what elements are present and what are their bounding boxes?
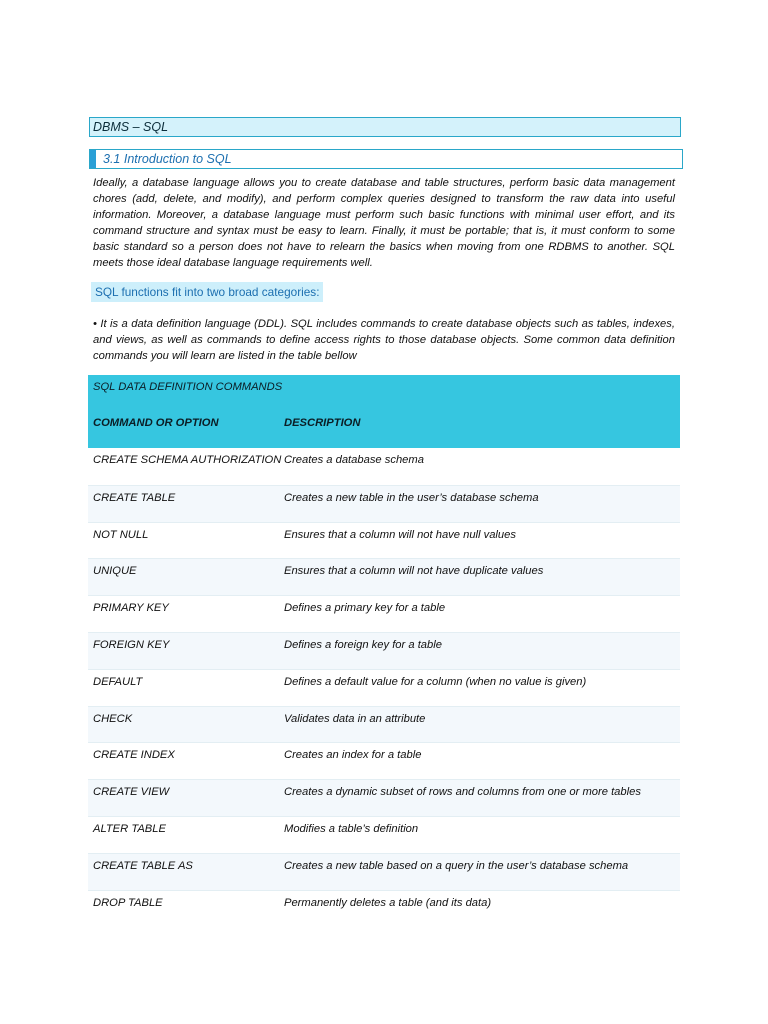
- section-heading: [89, 149, 683, 169]
- cell-command: DROP TABLE: [93, 896, 163, 909]
- intro-paragraph: Ideally, a database language allows you to create database and table structures, perform basic data management chores (add, delete, and modify), and perform complex queries designed to transform the raw data into useful information. Moreover, a database language must perform such basic functions with minimal user effort, and its command structure and syntax must be easy to learn. Finally, it must be portable; that is, it must conform to some basic standard so a person does not have to relearn the basics when moving from one RDBMS to another. SQL meets those ideal database language requirements well.: [93, 177, 675, 269]
- cell-description: Permanently deletes a table (and its data): [284, 896, 492, 909]
- categories-callout: SQL functions fit into two broad categories:: [91, 282, 323, 302]
- ddl-paragraph: • It is a data definition language (DDL). SQL includes commands to create database objects such as tables, indexes, and views, as well as commands to define access rights to those database objects. Some common data definition commands you will learn are listed in the table bellow: [93, 318, 675, 362]
- cell-description: Modifies a table’s definition: [284, 822, 419, 835]
- table-row: [88, 890, 680, 927]
- table-row: [88, 595, 680, 632]
- table-row: [88, 742, 680, 779]
- column-header-command: COMMAND OR OPTION: [93, 417, 219, 429]
- cell-description: Creates a dynamic subset of rows and columns from one or more tables: [284, 786, 641, 799]
- table-row: [88, 632, 680, 669]
- document-title: DBMS – SQL: [89, 117, 681, 137]
- table-row: [88, 522, 680, 559]
- cell-description: Defines a foreign key for a table: [284, 638, 442, 651]
- section-heading-label: 3.1 Introduction to SQL: [103, 152, 232, 166]
- cell-command: CREATE TABLE: [93, 491, 176, 504]
- cell-description: Creates a new table based on a query in the user’s database schema: [284, 859, 629, 872]
- cell-command: ALTER TABLE: [93, 822, 166, 835]
- cell-command: CREATE INDEX: [93, 749, 175, 762]
- cell-description: Creates a database schema: [284, 454, 424, 466]
- cell-command: FOREIGN KEY: [93, 638, 170, 651]
- table-row: [88, 779, 680, 816]
- cell-description: Defines a primary key for a table: [284, 602, 446, 615]
- section-accent-bar: [90, 150, 96, 168]
- table-row: [88, 706, 680, 743]
- table-row: [88, 853, 680, 890]
- table-row: [88, 816, 680, 853]
- cell-description: Creates an index for a table: [284, 749, 422, 762]
- cell-description: Validates data in an attribute: [284, 712, 426, 725]
- table-header: [88, 375, 680, 448]
- table-row: [88, 669, 680, 706]
- cell-description: Ensures that a column will not have duplicate values: [284, 565, 544, 578]
- cell-command: NOT NULL: [93, 528, 149, 541]
- cell-command: CREATE VIEW: [93, 786, 170, 799]
- cell-command: CREATE SCHEMA AUTHORIZATION: [93, 454, 282, 466]
- table-row: [88, 558, 680, 595]
- cell-command: UNIQUE: [93, 565, 137, 578]
- cell-command: DEFAULT: [93, 675, 143, 688]
- table-row: [88, 485, 680, 522]
- table-caption: SQL DATA DEFINITION COMMANDS: [93, 381, 283, 393]
- table-row: [88, 448, 680, 485]
- cell-description: Ensures that a column will not have null values: [284, 528, 516, 541]
- cell-description: Creates a new table in the user’s database schema: [284, 491, 539, 504]
- cell-command: CREATE TABLE AS: [93, 859, 193, 872]
- column-header-description: DESCRIPTION: [284, 417, 361, 429]
- cell-command: CHECK: [93, 712, 133, 725]
- cell-description: Defines a default value for a column (when no value is given): [284, 675, 587, 688]
- cell-command: PRIMARY KEY: [93, 602, 169, 615]
- ddl-commands-table: [88, 375, 680, 926]
